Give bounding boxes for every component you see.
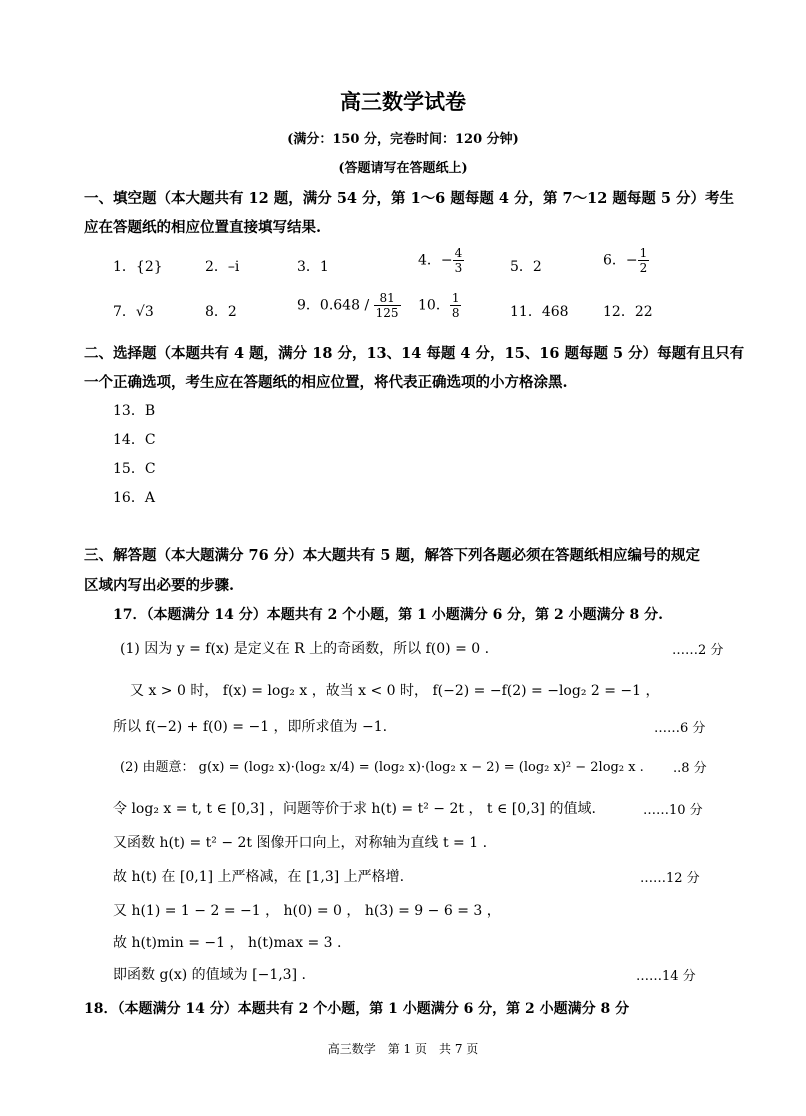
- page-title: 高三数学试卷: [340, 89, 466, 114]
- q17-line-10: 即函数 g(x) 的值域为 [−1,3] .: [113, 967, 306, 983]
- q17-line-5: 令 log₂ x = t, t ∈ [0,3] ，问题等价于求 h(t) = t² − 2t ， t ∈ [0,3] 的值域.: [113, 801, 596, 817]
- section2-heading-cont: 一个正确选项，考生应在答题纸的相应位置，将代表正确选项的小方格涂黑.: [84, 374, 568, 391]
- choice-answer-15: 15．C: [113, 461, 156, 477]
- q17-line-9: 故 h(t)min = −1 ， h(t)max = 3 .: [113, 935, 342, 951]
- q17-score-5: ……10 分: [643, 803, 703, 818]
- q18-heading: 18．（本题满分 14 分）本题共有 2 个小题，第 1 小题满分 6 分，第 2 小题满分 8 分: [84, 1001, 630, 1017]
- q17-score-7: ……12 分: [640, 871, 700, 886]
- q17-line-4: (2) 由题意： g(x) = (log₂ x)·(log₂ x/4) = (log₂ x)·(log₂ x − 2) = (log₂ x)² − 2log₂ x .: [120, 760, 644, 775]
- answer-8: 8．2: [205, 304, 237, 320]
- q17-score-3: ……6 分: [654, 721, 706, 736]
- page-footer: 高三数学 第 1 页 共 7 页: [327, 1042, 479, 1056]
- exam-info: (满分：150 分，完卷时间：120 分钟): [287, 132, 519, 147]
- section1-heading-cont: 应在答题纸的相应位置直接填写结果.: [84, 219, 322, 236]
- answer-note: (答题请写在答题纸上): [338, 161, 468, 176]
- q17-score-4: ..8 分: [673, 761, 707, 776]
- answer-1: 1．{2}: [113, 259, 163, 275]
- q17-line-1: (1) 因为 y = f(x) 是定义在 R 上的奇函数，所以 f(0) = 0 .: [120, 641, 490, 657]
- section2-heading: 二、选择题（本题共有 4 题，满分 18 分，13、14 每题 4 分，15、16 题每题 5 分）每题有且只有: [84, 345, 745, 362]
- choice-answer-14: 14．C: [113, 432, 156, 448]
- answer-3: 3．1: [297, 259, 329, 275]
- q17-score-1: ……2 分: [672, 643, 724, 658]
- section3-heading: 三、解答题（本大题满分 76 分）本大题共有 5 题，解答下列各题必须在答题纸相应编号的规定: [84, 547, 700, 564]
- answer-2: 2．–i: [205, 259, 240, 275]
- q17-line-6: 又函数 h(t) = t² − 2t 图像开口向上，对称轴为直线 t = 1 .: [113, 835, 488, 851]
- q17-line-8: 又 h(1) = 1 − 2 = −1 ， h(0) = 0 ， h(3) = 9 − 6 = 3 ，: [113, 903, 501, 919]
- answer-11: 11．468: [510, 304, 569, 320]
- answer-9: 9．0.648 / $\frac{81}{125}$: [297, 291, 399, 320]
- section1-heading: 一、填空题（本大题共有 12 题，满分 54 分，第 1～6 题每题 4 分，第 7～12 题每题 5 分）考生: [84, 190, 735, 207]
- section3-heading-cont: 区域内写出必要的步骤.: [84, 577, 235, 594]
- answer-7: 7．√3: [113, 304, 154, 320]
- answer-5: 5．2: [510, 259, 542, 275]
- choice-answer-16: 16．A: [113, 490, 155, 506]
- q17-line-3: 所以 f(−2) + f(0) = −1 ，即所求值为 −1.: [113, 719, 388, 735]
- q17-score-10: ……14 分: [636, 969, 696, 984]
- q17-line-7: 故 h(t) 在 [0,1] 上严格减，在 [1,3] 上严格增.: [113, 869, 405, 885]
- answer-6: 6．− $\frac{1}{2}$: [603, 246, 648, 275]
- answer-10: 10． $\frac{1}{8}$: [418, 291, 460, 320]
- q17-heading: 17．（本题满分 14 分）本题共有 2 个小题，第 1 小题满分 6 分，第 2 小题满分 8 分.: [113, 607, 664, 623]
- choice-answer-13: 13．B: [113, 403, 156, 419]
- answer-12: 12．22: [603, 304, 653, 320]
- answer-4: 4．− $\frac{4}{3}$: [418, 246, 463, 275]
- q17-line-2: 又 x > 0 时， f(x) = log₂ x ，故当 x < 0 时， f(−2) = −f(2) = −log₂ 2 = −1 ，: [130, 683, 660, 699]
